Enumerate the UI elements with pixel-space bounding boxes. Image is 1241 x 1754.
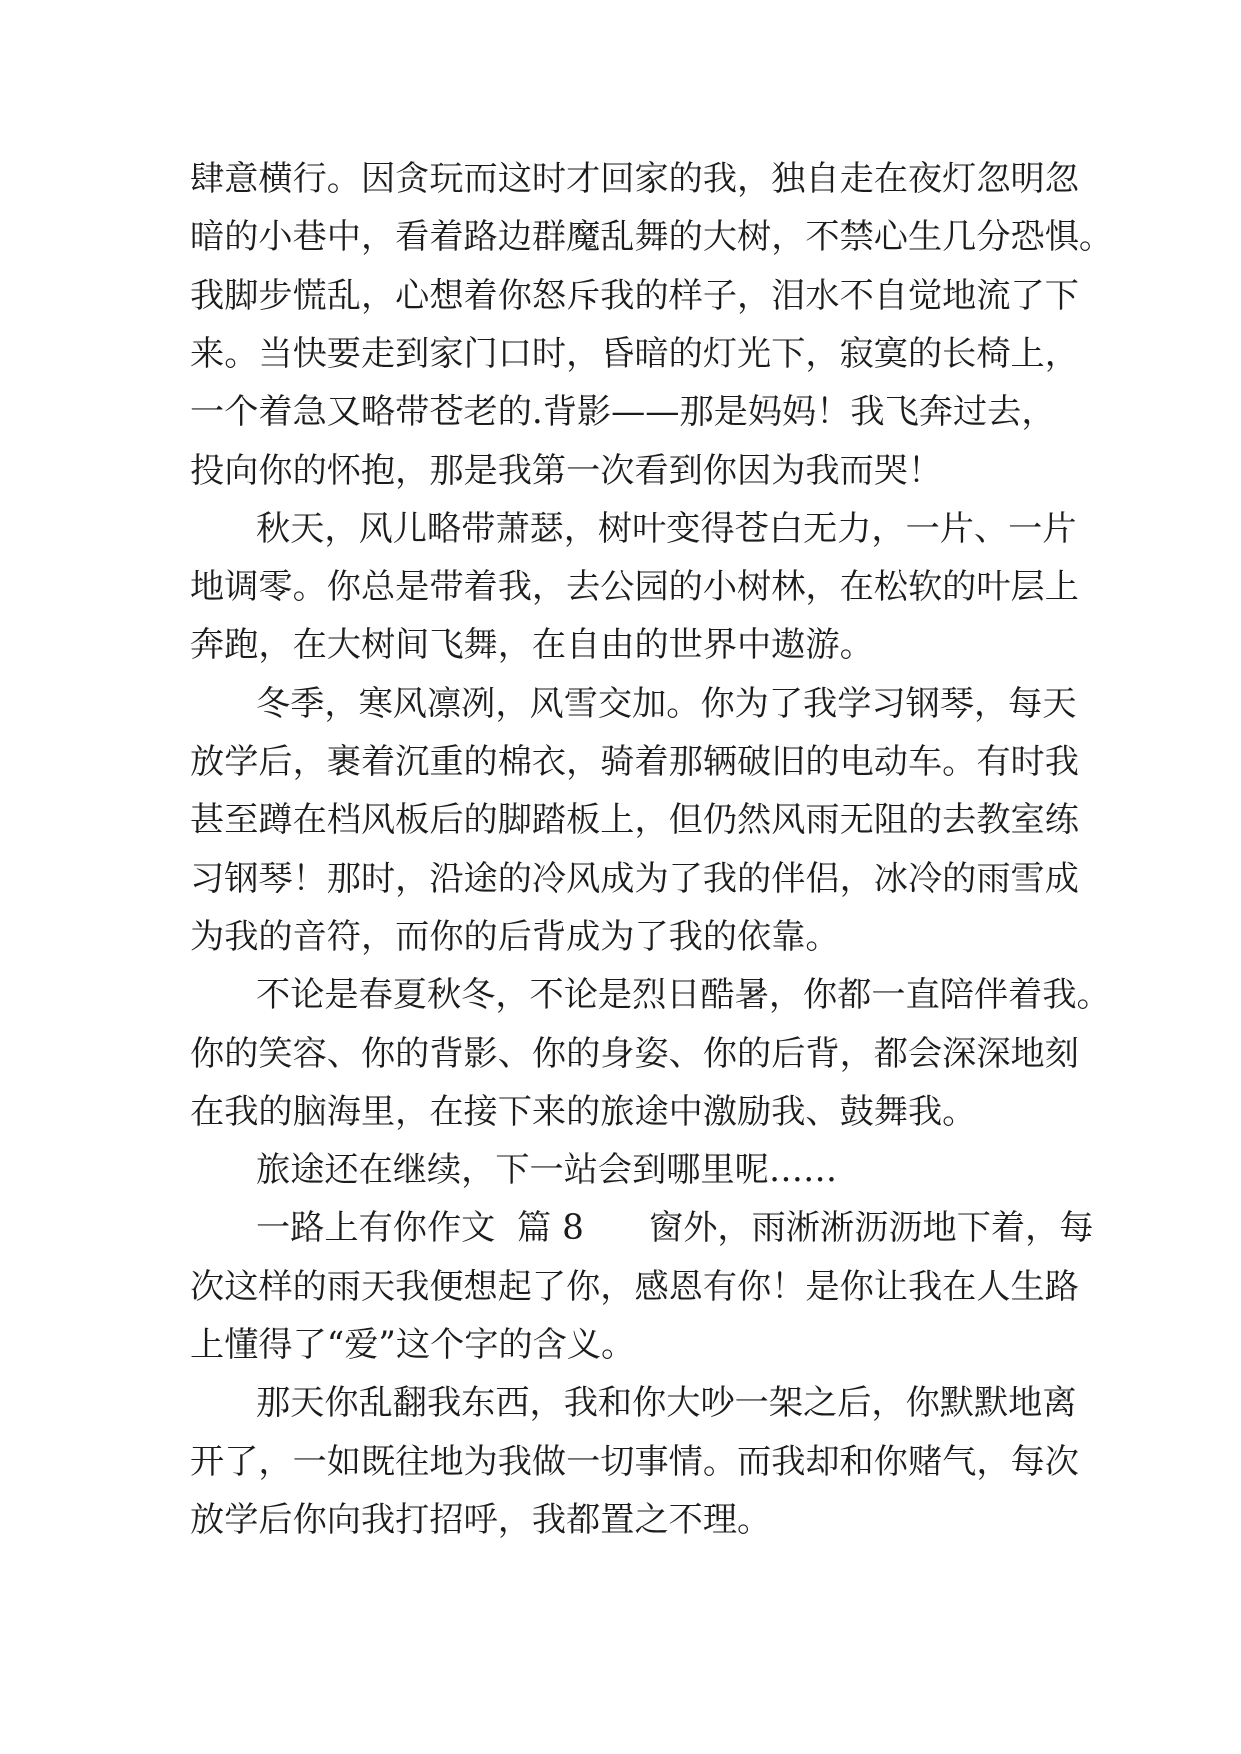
text-line: 在我的脑海里，在接下来的旅途中激励我、鼓舞我。 <box>190 1091 977 1132</box>
text-line: 不论是春夏秋冬，不论是烈日酷暑，你都一直陪伴着我。 <box>256 975 1111 1016</box>
text-line: 肆意横行。因贪玩而这时才回家的我，独自走在夜灯忽明忽 <box>190 159 1079 199</box>
text-line: 投向你的怀抱，那是我第一次看到你因为我而哭！ <box>190 450 943 491</box>
text-line: 来。当快要走到家门口时，昏暗的灯光下，寂寞的长椅上， <box>190 333 1079 374</box>
text-line: 我脚步慌乱，心想着你怒斥我的样子，泪水不自觉地流了下 <box>190 275 1079 316</box>
text-line: 上懂得了“爱”这个字的含义。 <box>190 1325 636 1365</box>
text-line: 一路上有你作文 篇 8 窗外，雨淅淅沥沥地下着，每 <box>256 1208 1094 1249</box>
text-line: 一个着急又略带苍老的.背影——那是妈妈！我飞奔过去， <box>190 392 1056 433</box>
text-line: 你的笑容、你的背影、你的身姿、你的后背，都会深深地刻 <box>190 1033 1079 1074</box>
text-line: 秋天，风儿略带萧瑟，树叶变得苍白无力，一片、一片 <box>256 508 1077 549</box>
text-line: 为我的音符，而你的后背成为了我的依靠。 <box>190 916 840 957</box>
text-line: 奔跑，在大树间飞舞，在自由的世界中遨游。 <box>190 625 874 666</box>
text-line: 次这样的雨天我便想起了你，感恩有你！是你让我在人生路 <box>190 1266 1079 1307</box>
text-line: 旅途还在继续，下一站会到哪里呢…… <box>256 1150 838 1191</box>
text-line: 放学后你向我打招呼，我都置之不理。 <box>190 1499 772 1540</box>
text-line: 甚至蹲在档风板后的脚踏板上，但仍然风雨无阻的去教室练 <box>190 800 1079 841</box>
text-line: 暗的小巷中，看着路边群魔乱舞的大树，不禁心生几分恐惧。 <box>190 217 1114 258</box>
text-line: 冬季，寒风凛冽，风雪交加。你为了我学习钢琴，每天 <box>256 683 1077 724</box>
text-line: 那天你乱翻我东西，我和你大吵一架之后，你默默地离 <box>256 1383 1077 1424</box>
text-line: 地调零。你总是带着我，去公园的小树林，在松软的叶层上 <box>190 567 1079 608</box>
text-line: 放学后，裹着沉重的棉衣，骑着那辆破旧的电动车。有时我 <box>190 742 1079 782</box>
text-line: 开了，一如既往地为我做一切事情。而我却和你赌气，每次 <box>190 1441 1079 1482</box>
text-line: 习钢琴！那时，沿途的冷风成为了我的伴侣，冰冷的雨雪成 <box>190 858 1079 899</box>
